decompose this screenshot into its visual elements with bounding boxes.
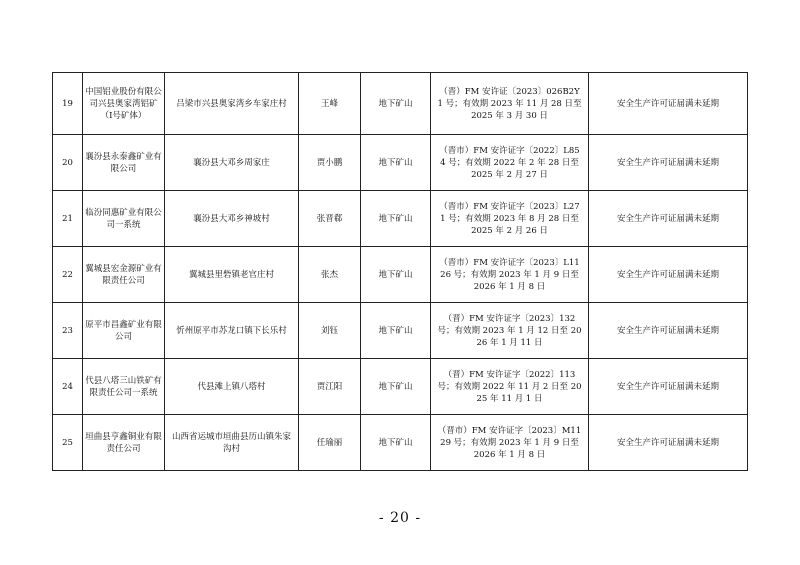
responsible-person: 张晋郗 xyxy=(299,191,361,247)
license-status: 安全生产许可证届满未延期 xyxy=(589,73,748,135)
row-number: 21 xyxy=(53,191,83,247)
row-number: 24 xyxy=(53,359,83,415)
license-status: 安全生产许可证届满未延期 xyxy=(589,191,748,247)
license-info: （晋）FM 安许证〔2023〕026B2Y1 号；有效期 2023 年 11 月 28 日至 2025 年 3 月 30 日 xyxy=(431,73,589,135)
license-status: 安全生产许可证届满未延期 xyxy=(589,135,748,191)
mine-type: 地下矿山 xyxy=(361,135,431,191)
responsible-person: 贾小鹏 xyxy=(299,135,361,191)
mine-address: 山西省运城市垣曲县历山镇朱家沟村 xyxy=(165,415,299,471)
mine-type: 地下矿山 xyxy=(361,303,431,359)
row-number: 25 xyxy=(53,415,83,471)
mine-license-table xyxy=(52,72,748,471)
license-status: 安全生产许可证届满未延期 xyxy=(589,359,748,415)
mine-address: 翼城县里砦镇老官庄村 xyxy=(165,247,299,303)
mine-address: 襄汾县大邓乡神坡村 xyxy=(165,191,299,247)
license-info: （晋市）FM 安许证字〔2023〕L271 号；有效期 2023 年 8 月 28 日至 2025 年 2 月 26 日 xyxy=(431,191,589,247)
company-name: 中国铝业股份有限公司兴县奥家湾铝矿（Ⅰ号矿体） xyxy=(83,73,165,135)
license-info: （晋市）FM 安许证字〔2023〕M1129 号；有效期 2023 年 1 月 9 日至 2026 年 1 月 8 日 xyxy=(431,415,589,471)
mine-address: 忻州原平市苏龙口镇下长乐村 xyxy=(165,303,299,359)
page-number: - 20 - xyxy=(378,510,422,526)
responsible-person: 刘钰 xyxy=(299,303,361,359)
license-info: （晋）FM 安许证字〔2022〕113 号；有效期 2022 年 11 月 2 日至 2025 年 11 月 1 日 xyxy=(431,359,589,415)
table-body xyxy=(53,73,748,471)
license-info: （晋）FM 安许证字〔2023〕132 号；有效期 2023 年 1 月 12 日至 2026 年 1 月 11 日 xyxy=(431,303,589,359)
mine-type: 地下矿山 xyxy=(361,415,431,471)
table-row xyxy=(53,303,748,359)
license-status: 安全生产许可证届满未延期 xyxy=(589,247,748,303)
company-name: 翼城县宏金源矿业有限责任公司 xyxy=(83,247,165,303)
license-status: 安全生产许可证届满未延期 xyxy=(589,303,748,359)
responsible-person: 王峰 xyxy=(299,73,361,135)
license-status: 安全生产许可证届满未延期 xyxy=(589,415,748,471)
license-info: （晋市）FM 安许证字〔2023〕L1126 号；有效期 2023 年 1 月 9 日至 2026 年 1 月 8 日 xyxy=(431,247,589,303)
table-row xyxy=(53,191,748,247)
row-number: 23 xyxy=(53,303,83,359)
company-name: 垣曲县亨鑫铜业有限责任公司 xyxy=(83,415,165,471)
responsible-person: 张杰 xyxy=(299,247,361,303)
table-row xyxy=(53,73,748,135)
company-name: 原平市昌鑫矿业有限公司 xyxy=(83,303,165,359)
mine-type: 地下矿山 xyxy=(361,247,431,303)
responsible-person: 贾江阳 xyxy=(299,359,361,415)
table-row xyxy=(53,247,748,303)
mine-address: 襄汾县大邓乡周家庄 xyxy=(165,135,299,191)
mine-type: 地下矿山 xyxy=(361,73,431,135)
row-number: 20 xyxy=(53,135,83,191)
responsible-person: 任瑜丽 xyxy=(299,415,361,471)
table-row xyxy=(53,415,748,471)
mine-address: 吕梁市兴县奥家湾乡车家庄村 xyxy=(165,73,299,135)
company-name: 临汾同惠矿业有限公司一系统 xyxy=(83,191,165,247)
table-row xyxy=(53,359,748,415)
row-number: 19 xyxy=(53,73,83,135)
table-row xyxy=(53,135,748,191)
license-info: （晋市）FM 安许证字〔2022〕L854 号；有效期 2022 年 2 年 28 日至 2025 年 2 月 27 日 xyxy=(431,135,589,191)
mine-address: 代县滩上镇八塔村 xyxy=(165,359,299,415)
mine-type: 地下矿山 xyxy=(361,191,431,247)
company-name: 襄汾县永泰鑫矿业有限公司 xyxy=(83,135,165,191)
mine-type: 地下矿山 xyxy=(361,359,431,415)
company-name: 代县八塔三山铁矿有限责任公司一系统 xyxy=(83,359,165,415)
row-number: 22 xyxy=(53,247,83,303)
